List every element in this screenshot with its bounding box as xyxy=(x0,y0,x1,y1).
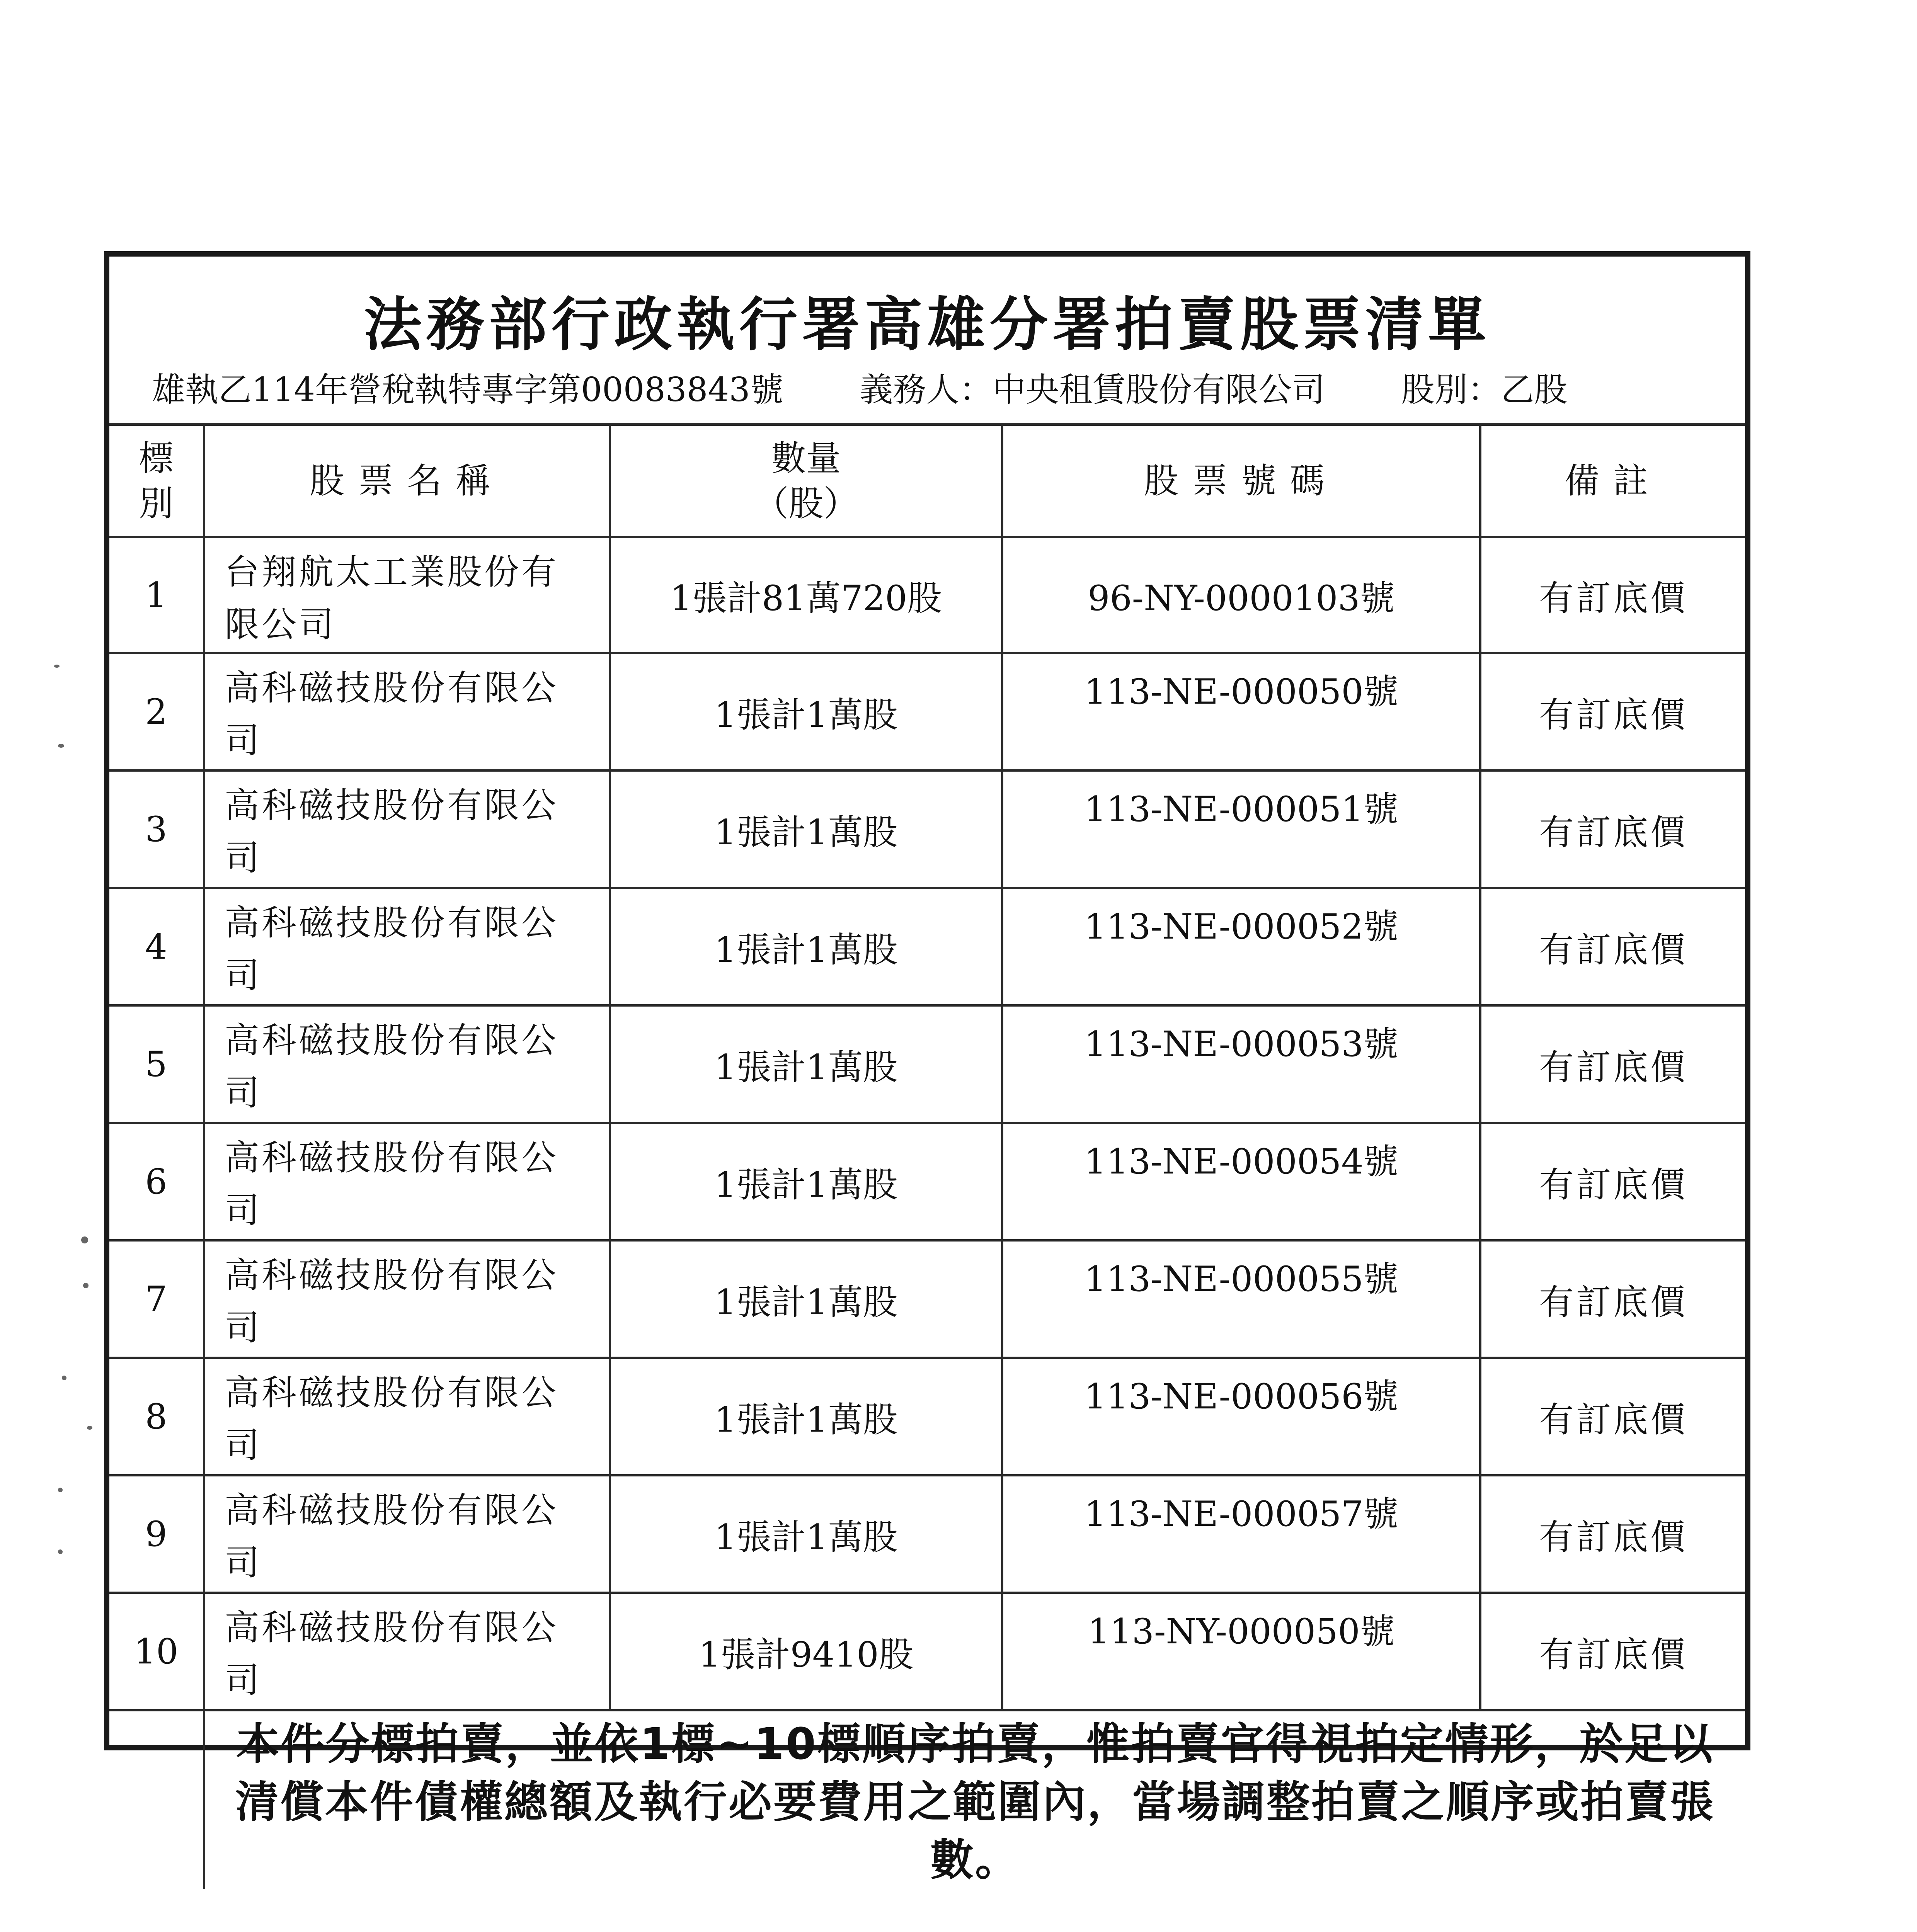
header-lot xyxy=(109,424,204,537)
remark: 有訂底價 xyxy=(1480,1005,1745,1123)
stock-name: 高科磁技股份有限公司 xyxy=(204,1240,610,1358)
certificate-number: 113-NE-000050號 xyxy=(1002,653,1480,770)
quantity: 1張計81萬720股 xyxy=(610,537,1002,653)
header-stock-name: 股票名稱 xyxy=(204,424,610,537)
header-remarks: 備註 xyxy=(1480,424,1745,537)
header-lot-line1: 標 xyxy=(139,438,174,479)
lot-number: 10 xyxy=(109,1593,204,1710)
lot-number: 7 xyxy=(109,1240,204,1358)
remark: 有訂底價 xyxy=(1480,653,1745,770)
certificate-number: 96-NY-0000103號 xyxy=(1002,537,1480,653)
header-quantity xyxy=(610,424,1002,537)
lot-number: 2 xyxy=(109,653,204,770)
stock-name: 高科磁技股份有限公司 xyxy=(204,770,610,888)
table-header-row xyxy=(109,424,1745,537)
stock-name: 高科磁技股份有限公司 xyxy=(204,1475,610,1593)
remark: 有訂底價 xyxy=(1480,1358,1745,1475)
scan-speck xyxy=(58,1488,63,1492)
quantity: 1張計1萬股 xyxy=(610,1475,1002,1593)
certificate-number: 113-NE-000057號 xyxy=(1002,1475,1480,1593)
stock-name: 高科磁技股份有限公司 xyxy=(204,888,610,1005)
stock-auction-table xyxy=(109,423,1745,1889)
table-row xyxy=(109,1005,1745,1123)
remark: 有訂底價 xyxy=(1480,537,1745,653)
table-row xyxy=(109,1358,1745,1475)
certificate-number: 113-NE-000051號 xyxy=(1002,770,1480,888)
footnote-row xyxy=(109,1710,1745,1889)
certificate-number: 113-NE-000054號 xyxy=(1002,1123,1480,1240)
certificate-number: 113-NE-000056號 xyxy=(1002,1358,1480,1475)
scan-speck xyxy=(58,744,64,748)
footnote-blank-cell xyxy=(109,1710,204,1889)
lot-number: 4 xyxy=(109,888,204,1005)
quantity: 1張計1萬股 xyxy=(610,653,1002,770)
remark: 有訂底價 xyxy=(1480,888,1745,1005)
remark: 有訂底價 xyxy=(1480,1475,1745,1593)
quantity: 1張計1萬股 xyxy=(610,770,1002,888)
scan-speck xyxy=(58,1549,63,1554)
remark: 有訂底價 xyxy=(1480,770,1745,888)
quantity: 1張計1萬股 xyxy=(610,1005,1002,1123)
table-row xyxy=(109,1123,1745,1240)
stock-name: 高科磁技股份有限公司 xyxy=(204,1358,610,1475)
case-number: 雄執乙114年營稅執特專字第00083843號 xyxy=(152,371,783,409)
header-quantity-line1: 數量 xyxy=(771,438,841,479)
stock-name: 高科磁技股份有限公司 xyxy=(204,1593,610,1710)
certificate-number: 113-NE-000055號 xyxy=(1002,1240,1480,1358)
quantity: 1張計1萬股 xyxy=(610,1358,1002,1475)
table-row xyxy=(109,770,1745,888)
division: 股別：乙股 xyxy=(1401,371,1568,409)
lot-number: 5 xyxy=(109,1005,204,1123)
table-row xyxy=(109,1593,1745,1710)
lot-number: 8 xyxy=(109,1358,204,1475)
table-row xyxy=(109,1475,1745,1593)
stock-name: 高科磁技股份有限公司 xyxy=(204,653,610,770)
certificate-number: 113-NE-000052號 xyxy=(1002,888,1480,1005)
lot-number: 3 xyxy=(109,770,204,888)
scan-speck xyxy=(87,1426,92,1430)
quantity: 1張計1萬股 xyxy=(610,1123,1002,1240)
certificate-number: 113-NY-000050號 xyxy=(1002,1593,1480,1710)
table-row xyxy=(109,1240,1745,1358)
remark: 有訂底價 xyxy=(1480,1123,1745,1240)
auction-footnote: 本件分標拍賣，並依1標~10標順序拍賣，惟拍賣官得視拍定情形，於足以清償本件債權總額及執行必要費用之範圍內，當場調整拍賣之順序或拍賣張數。 xyxy=(204,1710,1745,1889)
auction-list-frame xyxy=(104,251,1750,1885)
quantity: 1張計9410股 xyxy=(610,1593,1002,1710)
scan-speck xyxy=(62,1376,66,1380)
stock-name: 高科磁技股份有限公司 xyxy=(204,1123,610,1240)
scan-speck xyxy=(83,1283,89,1288)
quantity: 1張計1萬股 xyxy=(610,1240,1002,1358)
lot-number: 1 xyxy=(109,537,204,653)
header-quantity-line2: （股） xyxy=(754,483,858,524)
lot-number: 6 xyxy=(109,1123,204,1240)
scan-speck xyxy=(81,1236,88,1243)
table-row xyxy=(109,653,1745,770)
stock-name: 高科磁技股份有限公司 xyxy=(204,1005,610,1123)
header-certificate-no: 股票號碼 xyxy=(1002,424,1480,537)
document-title: 法務部行政執行署高雄分署拍賣股票清單 xyxy=(363,291,1491,359)
table-row xyxy=(109,537,1745,653)
header-lot-line2: 別 xyxy=(139,483,174,524)
lot-number: 9 xyxy=(109,1475,204,1593)
obligor: 義務人：中央租賃股份有限公司 xyxy=(860,371,1325,409)
certificate-number: 113-NE-000053號 xyxy=(1002,1005,1480,1123)
remark: 有訂底價 xyxy=(1480,1593,1745,1710)
scan-speck xyxy=(54,665,60,668)
quantity: 1張計1萬股 xyxy=(610,888,1002,1005)
case-info-line xyxy=(152,363,1568,411)
table-row xyxy=(109,888,1745,1005)
remark: 有訂底價 xyxy=(1480,1240,1745,1358)
stock-name: 台翔航太工業股份有限公司 xyxy=(204,537,610,653)
